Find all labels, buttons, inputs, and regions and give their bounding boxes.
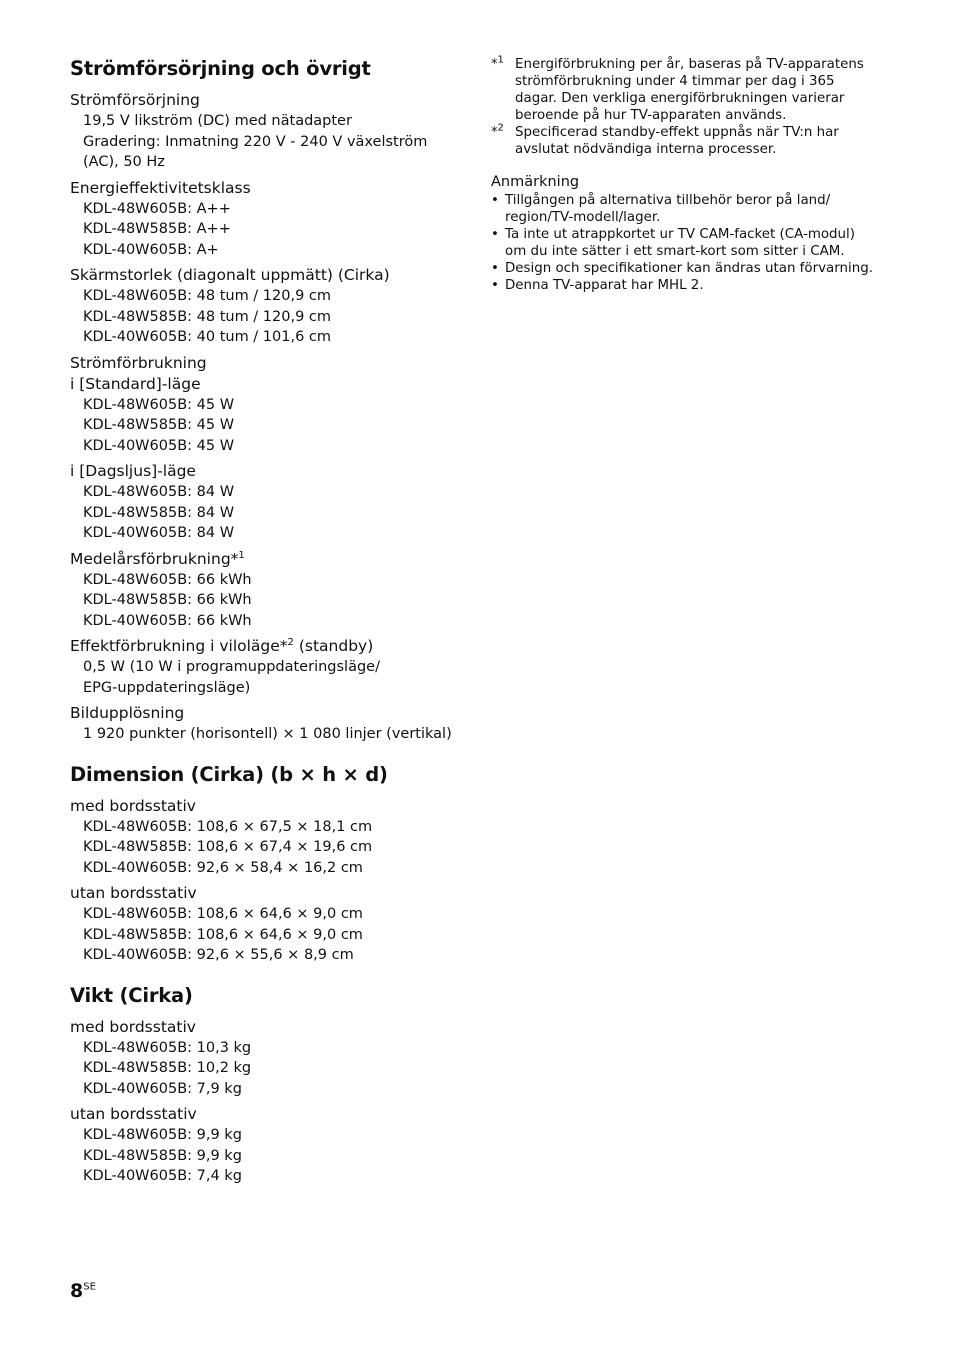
page-number-suffix: SE bbox=[83, 1281, 96, 1293]
footnote-asterisk: * bbox=[491, 57, 498, 72]
spec-value: KDL-48W605B: 108,6 × 67,5 × 18,1 cm bbox=[83, 818, 373, 835]
left-column bbox=[70, 56, 470, 1192]
spec-group-screen bbox=[70, 265, 470, 348]
spec-label: Energieffektivitetsklass bbox=[70, 178, 251, 197]
footnote-text: Energiförbrukning per år, baseras på TV-apparatens strömförbrukning under 4 timmar per dag i 365 dagar. Den verkliga energiförbrukningen varierar beroende på hur TV-apparaten används. bbox=[515, 57, 864, 123]
spec-value: KDL-40W605B: 40 tum / 101,6 cm bbox=[83, 329, 332, 345]
spec-value: KDL-48W605B: 108,6 × 64,6 × 9,0 cm bbox=[83, 906, 363, 922]
spec-value: KDL-40W605B: A+ bbox=[83, 241, 219, 258]
spec-value: KDL-40W605B: 92,6 × 58,4 × 16,2 cm bbox=[83, 859, 363, 876]
page-number-value: 8 bbox=[70, 1280, 84, 1302]
spec-group-supply bbox=[70, 90, 470, 173]
spec-label: med bordsstativ bbox=[70, 796, 196, 815]
section-title-dimension: Dimension (Cirka) (b × h × d) bbox=[70, 762, 388, 786]
spec-value: KDL-48W585B: 108,6 × 64,6 × 9,0 cm bbox=[83, 926, 363, 943]
spec-group-energy bbox=[70, 178, 470, 261]
spec-value: KDL-48W605B: 84 W bbox=[83, 484, 235, 500]
spec-value: KDL-48W605B: 48 tum / 120,9 cm bbox=[83, 288, 332, 304]
list-item: • Tillgången på alternativa tillbehör beror på land/ region/TV-modell/lager. bbox=[491, 192, 876, 226]
spec-value: KDL-48W605B: A++ bbox=[83, 200, 231, 217]
spec-value: 19,5 V likström (DC) med nätadapter bbox=[83, 113, 352, 129]
spec-label-text: (standby) bbox=[293, 637, 374, 655]
right-column bbox=[491, 56, 876, 294]
spec-value: KDL-48W605B: 45 W bbox=[83, 396, 235, 413]
spec-group-dim-with bbox=[70, 796, 470, 879]
spec-value: KDL-40W605B: 45 W bbox=[83, 437, 235, 454]
footnote-ref: 2 bbox=[287, 636, 294, 648]
spec-value: KDL-40W605B: 7,4 kg bbox=[83, 1168, 242, 1184]
spec-label: med bordsstativ bbox=[70, 1017, 196, 1036]
footnote-asterisk: * bbox=[491, 125, 498, 140]
footnote-number: 1 bbox=[497, 54, 504, 66]
footnote-number: 2 bbox=[497, 122, 504, 134]
spec-value: KDL-48W605B: 66 kWh bbox=[83, 571, 252, 588]
spec-group-standard bbox=[70, 353, 470, 457]
footnote bbox=[491, 56, 876, 124]
footnote-mark bbox=[491, 124, 504, 141]
spec-value: KDL-40W605B: 66 kWh bbox=[83, 612, 252, 629]
spec-value: Gradering: Inmatning 220 V - 240 V växelström bbox=[83, 133, 428, 150]
footnote-ref: 1 bbox=[238, 549, 245, 561]
note-list bbox=[491, 192, 876, 294]
note-title: Anmärkning bbox=[491, 174, 580, 190]
page-number bbox=[70, 1280, 96, 1302]
spec-value: 1 920 punkter (horisontell) × 1 080 linjer (vertikal) bbox=[83, 726, 452, 742]
spec-label: utan bordsstativ bbox=[70, 1105, 197, 1123]
section-title-weight: Vikt (Cirka) bbox=[70, 983, 193, 1007]
spec-value: KDL-48W585B: 84 W bbox=[83, 504, 235, 521]
spec-value: KDL-48W585B: 9,9 kg bbox=[83, 1147, 242, 1164]
section-title-power: Strömförsörjning och övrigt bbox=[70, 57, 371, 80]
spec-value: EPG-uppdateringsläge) bbox=[83, 679, 251, 696]
spec-label: Strömförbrukning bbox=[70, 353, 207, 372]
spec-label: Bildupplösning bbox=[70, 704, 185, 722]
spec-value: KDL-48W585B: 10,2 kg bbox=[83, 1060, 252, 1076]
spec-value: KDL-40W605B: 84 W bbox=[83, 525, 235, 541]
spec-group-weight-with bbox=[70, 1017, 470, 1100]
spec-value: (AC), 50 Hz bbox=[83, 154, 165, 170]
spec-label: utan bordsstativ bbox=[70, 884, 197, 902]
footnote-text: Specificerad standby-effekt uppnås när TV:n har avslutat nödvändiga interna processer. bbox=[515, 125, 839, 157]
list-item: • Denna TV-apparat har MHL 2. bbox=[491, 277, 876, 294]
spec-value: 0,5 W (10 W i programuppdateringsläge/ bbox=[83, 659, 380, 675]
spec-group-annual bbox=[70, 549, 470, 632]
list-item: • Design och specifikationer kan ändras utan förvarning. bbox=[491, 260, 876, 277]
spacer bbox=[70, 750, 470, 762]
list-item: • Ta inte ut atrappkortet ur TV CAM-facket (CA-modul) om du inte sätter i ett smart-kort som sitter i CAM. bbox=[491, 226, 876, 260]
spec-label: Strömförsörjning bbox=[70, 91, 200, 109]
footnote-mark bbox=[491, 56, 504, 73]
spec-value: KDL-48W585B: 45 W bbox=[83, 417, 235, 433]
spec-group-resolution bbox=[70, 703, 470, 745]
spec-label-text: Effektförbrukning i viloläge* bbox=[70, 637, 288, 655]
spec-value: KDL-48W585B: 66 kWh bbox=[83, 592, 252, 608]
spec-value: KDL-48W585B: A++ bbox=[83, 221, 231, 237]
spec-label: i [Standard]-läge bbox=[70, 374, 201, 393]
spec-value: KDL-48W585B: 108,6 × 67,4 × 19,6 cm bbox=[83, 839, 373, 855]
spec-value: KDL-48W585B: 48 tum / 120,9 cm bbox=[83, 308, 332, 325]
spec-group-dim-without bbox=[70, 883, 470, 966]
footnote bbox=[491, 124, 876, 158]
spec-label-text: Medelårsförbrukning* bbox=[70, 549, 239, 568]
spec-label: Skärmstorlek (diagonalt uppmätt) (Cirka) bbox=[70, 266, 390, 284]
spec-group-standby bbox=[70, 636, 470, 698]
spec-label bbox=[70, 636, 470, 657]
spec-value: KDL-40W605B: 7,9 kg bbox=[83, 1080, 242, 1097]
spec-value: KDL-48W605B: 9,9 kg bbox=[83, 1127, 242, 1143]
spec-group-weight-without bbox=[70, 1104, 470, 1187]
spec-value: KDL-40W605B: 92,6 × 55,6 × 8,9 cm bbox=[83, 947, 354, 963]
spec-group-daylight bbox=[70, 461, 470, 544]
spec-label: i [Dagsljus]-läge bbox=[70, 462, 196, 480]
spec-value: KDL-48W605B: 10,3 kg bbox=[83, 1039, 252, 1056]
spec-label bbox=[70, 549, 470, 570]
spacer bbox=[70, 971, 470, 983]
